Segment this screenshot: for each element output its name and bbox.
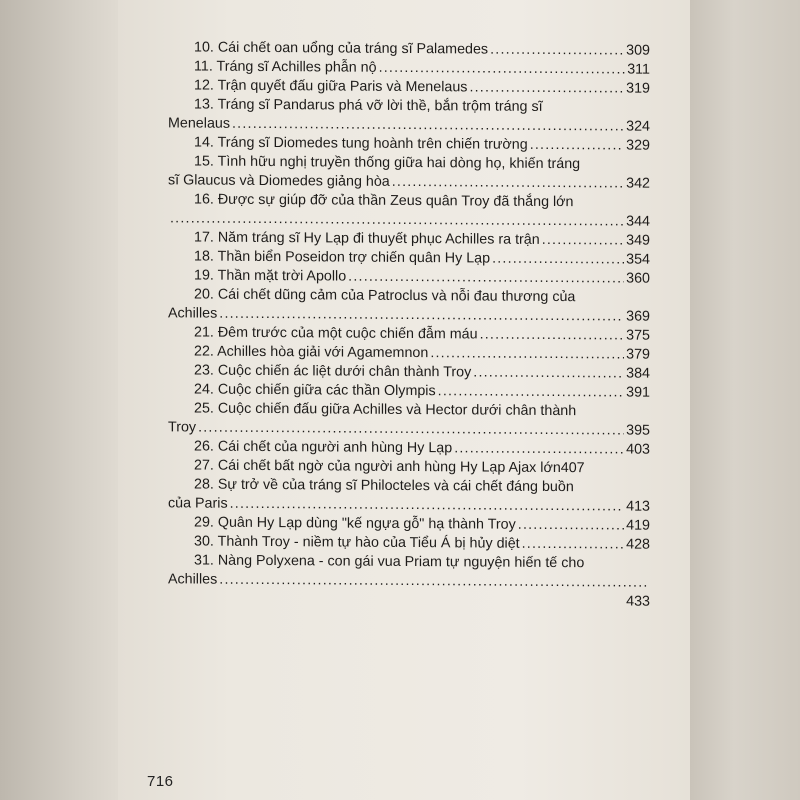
- entry-page: 433: [626, 593, 650, 610]
- entry-title: Cuộc chiến giữa các thần Olympis: [217, 381, 436, 400]
- entry-page: 384: [626, 365, 650, 382]
- entry-title-line1: Cuộc chiến đấu giữa Achilles và Hector dưới chân thành: [217, 400, 577, 420]
- entry-page: 391: [626, 384, 650, 401]
- leader-dots: [492, 250, 624, 270]
- entry-page: 407: [560, 460, 585, 477]
- entry-title-line2: của Paris: [168, 495, 228, 512]
- leader-dots: [438, 382, 625, 402]
- entry-title-line2: Menelaus: [168, 115, 230, 132]
- entry-page: 309: [626, 42, 650, 59]
- entry-title-line1: Cái chết dũng cảm của Patroclus và nỗi đau thương của: [217, 286, 576, 306]
- entry-page: 360: [626, 270, 650, 287]
- entry-page: 369: [626, 308, 650, 325]
- entry-page: 324: [626, 118, 650, 135]
- leader-dots: [518, 516, 624, 536]
- entry-page: 349: [626, 232, 650, 249]
- entry-title-line1: Được sự giúp đỡ của thần Zeus quân Troy đã thắng lớn: [217, 191, 574, 211]
- toc-entry: [168, 285, 650, 326]
- entry-number: 18.: [194, 248, 214, 265]
- entry-title: Cái chết của người anh hùng Hy Lạp: [217, 438, 453, 457]
- left-shadow: [0, 0, 128, 800]
- leader-dots: [542, 231, 624, 251]
- entry-title-line2: Achilles: [168, 571, 218, 588]
- leader-dots: [219, 571, 648, 593]
- entry-number: 28.: [194, 476, 214, 493]
- entry-title: Thần mặt trời Apollo: [217, 267, 347, 285]
- entry-page: 413: [626, 498, 650, 515]
- page-edge: [690, 0, 800, 800]
- entry-title: Achilles hòa giải với Agamemnon: [217, 343, 429, 362]
- entry-number: 26.: [194, 438, 214, 455]
- entry-number: 14.: [194, 134, 214, 151]
- entry-title: Thần biển Poseidon trợ chiến quân Hy Lạp: [217, 248, 491, 267]
- toc-entry: [168, 152, 650, 193]
- toc-entry: [168, 190, 650, 231]
- entry-title: Cái chết bất ngờ của người anh hùng Hy Lạp Ajax lớn: [217, 457, 561, 477]
- leader-dots: [530, 136, 624, 156]
- entry-title: Thành Troy - niềm tự hào của Tiểu Á bị hủy diệt: [217, 533, 520, 552]
- entry-number: 20.: [194, 286, 214, 303]
- leader-dots: [480, 325, 625, 345]
- entry-page: 329: [626, 137, 650, 154]
- entry-title: Quân Hy Lạp dùng "kế ngựa gỗ" hạ thành Troy: [217, 514, 516, 533]
- entry-number: 12.: [194, 77, 214, 94]
- leader-dots: [430, 344, 624, 364]
- entry-number: 17.: [194, 229, 214, 246]
- entry-title-line2: sĩ Glaucus và Diomedes giảng hòa: [168, 172, 390, 190]
- entry-page: 319: [626, 80, 650, 97]
- leader-dots: [469, 78, 624, 98]
- entry-page: 311: [627, 61, 650, 78]
- entry-page: 428: [626, 536, 650, 553]
- entry-number: 24.: [194, 381, 214, 398]
- entry-title: Trận quyết đấu giữa Paris và Menelaus: [217, 77, 468, 96]
- entry-number: 30.: [194, 533, 214, 550]
- entry-page: 354: [626, 251, 650, 268]
- entry-title-line1: Sự trở về của tráng sĩ Philocteles và cái chết đáng buồn: [217, 476, 574, 496]
- entry-title: Tráng sĩ Diomedes tung hoành trên chiến trường: [217, 134, 528, 153]
- entry-number: 10.: [194, 39, 214, 56]
- toc-entry: [168, 475, 650, 516]
- page-number: 716: [147, 773, 174, 790]
- entry-page: 344: [626, 213, 650, 230]
- entry-title: Cuộc chiến ác liệt dưới chân thành Troy: [217, 362, 472, 381]
- entry-page: 403: [626, 441, 650, 458]
- leader-dots: [454, 439, 624, 459]
- entry-title: Cái chết oan uổng của tráng sĩ Palamedes: [217, 39, 489, 58]
- entry-number: 11.: [194, 58, 213, 75]
- leader-dots: [392, 173, 624, 194]
- entry-number: 27.: [194, 457, 214, 474]
- entry-page: 419: [626, 517, 650, 534]
- entry-number: 31.: [194, 552, 214, 569]
- entry-title-line2: Achilles: [168, 305, 218, 322]
- entry-title-line1: Tráng sĩ Pandarus phá vỡ lời thề, bắn trộm tráng sĩ: [217, 96, 543, 115]
- entry-title: Năm tráng sĩ Hy Lạp đi thuyết phục Achilles ra trận: [217, 229, 540, 248]
- entry-number: 16.: [194, 191, 214, 208]
- entry-page: 375: [626, 327, 650, 344]
- entry-page: 379: [626, 346, 650, 363]
- entry-number: 29.: [194, 514, 214, 531]
- toc-entry: [168, 95, 650, 136]
- entry-page: 342: [626, 175, 650, 192]
- entry-number: 22.: [194, 343, 214, 360]
- entry-number: 23.: [194, 362, 214, 379]
- table-of-contents: [168, 38, 650, 611]
- entry-title-line1: Nàng Polyxena - con gái vua Priam tự nguyện hiến tế cho: [217, 552, 585, 572]
- leader-dots: [473, 363, 624, 383]
- entry-number: 21.: [194, 324, 214, 341]
- entry-title: Tráng sĩ Achilles phẫn nộ: [216, 58, 377, 76]
- leader-dots: [490, 41, 624, 61]
- toc-entry: [168, 551, 650, 611]
- entry-number: 15.: [194, 153, 214, 170]
- entry-number: 25.: [194, 400, 214, 417]
- leader-dots: [379, 59, 626, 80]
- entry-number: 19.: [194, 267, 214, 284]
- entry-title-line1: Tình hữu nghị truyền thống giữa hai dòng họ, khiến tráng: [217, 153, 581, 173]
- leader-dots: [348, 268, 624, 289]
- entry-title: Đêm trước của một cuộc chiến đẫm máu: [217, 324, 478, 343]
- entry-number: 13.: [194, 96, 214, 113]
- entry-page: 395: [626, 422, 650, 439]
- entry-title-line2: Troy: [168, 419, 197, 436]
- leader-dots: [522, 535, 625, 555]
- toc-entry: [168, 399, 650, 440]
